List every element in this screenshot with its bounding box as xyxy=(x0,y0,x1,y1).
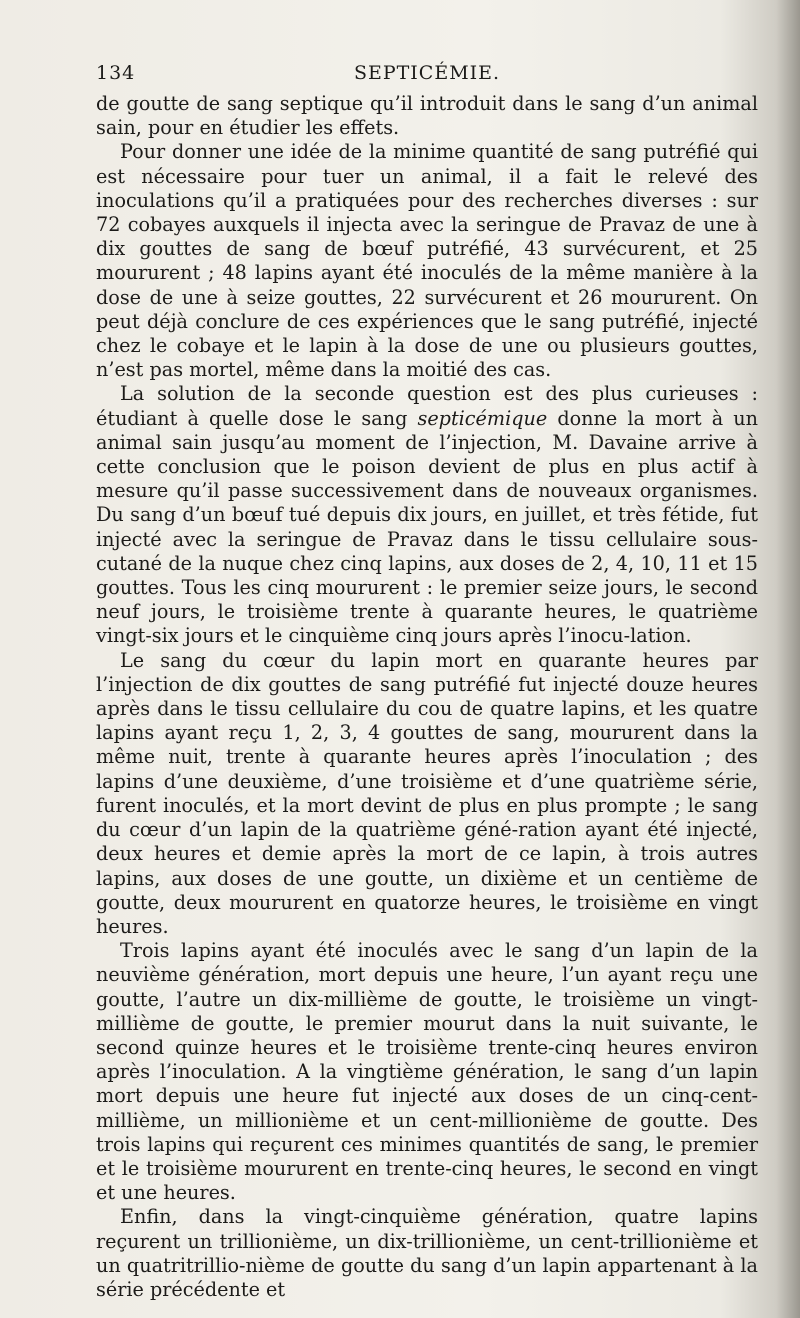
emphasis-septicemique: septicémique xyxy=(417,406,548,430)
paragraph-sang-du-coeur: Le sang du cœur du lapin mort en quarante heures par l’injection de dix gouttes de sang putréfié fut injecté douze heures après dans le tissu cellulaire du cou de quatre lapins, et les quatre lapins ayant reçu 1, 2, 3, 4 gouttes de sang, moururent dans la même nuit, trente à quarante heures après l’inoculation ; des lapins d’une deuxième, d’une troisième et d’une quatrième série, furent inoculés, et la mort devint de plus en plus prompte ; le sang du cœur d’un lapin de la quatrième géné-ration ayant été injecté, deux heures et demie après la mort de ce lapin, à trois autres lapins, aux doses de une goutte, un dixième et un centième de goutte, deux moururent en quatorze heures, le troisième en vingt heures. xyxy=(96,648,758,938)
running-title: SEPTICÉMIE. xyxy=(353,62,501,84)
paragraph-text-after: donne la mort à un animal sain jusqu’au moment de l’injection, M. Davaine arrive à cette conclusion que le poison devient de plus en plus actif à mesure qu’il passe successivement dans de nouveaux organismes. Du sang d’un bœuf tué depuis dix jours, en juillet, et très fétide, fut injecté avec la seringue de Pravaz dans le tissu cellulaire sous-cutané de la nuque chez cinq lapins, aux doses de 2, 4, 10, 11 et 15 gouttes. Tous les cinq moururent : le premier seize jours, le second neuf jours, le troisième trente à quarante heures, le quatrième vingt-six jours et le cinquième cinq jours après l’inocu-lation. xyxy=(96,406,758,648)
paragraph-text-before: La solution de la seconde question est des plus curieuses : étudiant à quelle dose le sang xyxy=(96,382,758,430)
body-text xyxy=(96,92,758,1302)
paragraph-neuvieme-generation: Trois lapins ayant été inoculés avec le sang d’un lapin de la neuvième génération, mort depuis une heure, l’un ayant reçu une goutte, l’autre un dix-millième de goutte, le troisième un vingt-millième de goutte, le premier mourut dans la nuit suivante, le second quinze heures et le troisième trente-cinq heures environ après l’inoculation. A la vingtième génération, le sang d’un lapin mort depuis une heure fut injecté aux doses de un cinq-cent-millième, un millionième et un cent-millionième de goutte. Des trois lapins qui reçurent ces minimes quantités de sang, le premier et le troisième moururent en trente-cinq heures, le second en vingt et une heures. xyxy=(96,939,758,1205)
paragraph-cobayes-lapins: Pour donner une idée de la minime quantité de sang putréfié qui est nécessaire pour tuer un animal, il a fait le relevé des inoculations qu’il a pratiquées pour des recherches diverses : sur 72 cobayes auxquels il injecta avec la seringue de Pravaz de une à dix gouttes de sang de bœuf putréfié, 43 survécurent, et 25 moururent ; 48 lapins ayant été inoculés de la même manière à la dose de une à seize gouttes, 22 survécurent et 26 moururent. On peut déjà conclure de ces expériences que le sang putréfié, injecté chez le cobaye et le lapin à la dose de une ou plusieurs gouttes, n’est pas mortel, même dans la moitié des cas. xyxy=(96,140,758,382)
paragraph-continuation: de goutte de sang septique qu’il introduit dans le sang d’un animal sain, pour en étudier les effets. xyxy=(96,92,758,140)
paragraph-vingt-cinquieme-generation: Enfin, dans la vingt-cinquième génération, quatre lapins reçurent un trillionième, un dix-trillionième, un cent-trillionième et un quatritrillio-nième de goutte du sang d’un lapin appartenant à la série précédente et xyxy=(96,1205,758,1301)
page-number: 134 xyxy=(96,62,136,84)
paragraph-seconde-question xyxy=(96,382,758,648)
page-header xyxy=(96,62,758,88)
